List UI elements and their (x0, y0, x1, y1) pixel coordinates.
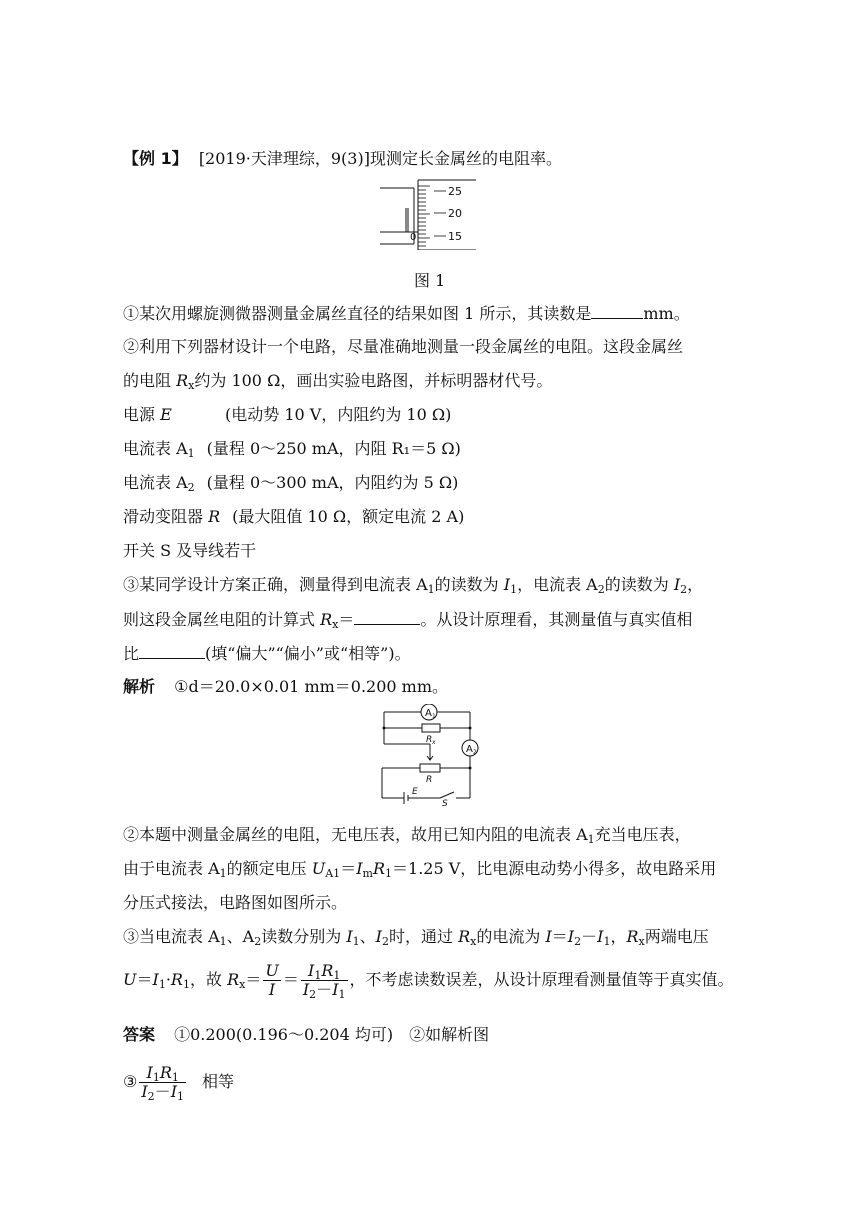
example-source: [2019·天津理综，9(3)]现测定长金属丝的电阻率。 (198, 149, 562, 168)
q3-text: ＝ (338, 610, 355, 629)
equip-spec: (量程 0～250 mA，内阻 R₁＝5 Ω) (206, 439, 461, 458)
analysis-step1: ①d＝20.0×0.01 mm＝0.200 mm。 (174, 677, 449, 696)
answer-label: 答案 (123, 1025, 156, 1044)
rx-sub: x (432, 739, 436, 746)
micrometer-figure (378, 178, 478, 250)
ammeter-a1-sub: 1 (432, 713, 436, 720)
equipment-source (123, 404, 452, 426)
example-heading (123, 148, 562, 170)
answer-text: ①0.200(0.196～0.204 均可) ②如解析图 (174, 1025, 490, 1044)
answer-line2 (123, 1064, 234, 1101)
q3-text: ，电流表 A (517, 575, 598, 594)
analysis-p2-line1: ②本题中测量金属丝的电阻，无电压表，故用已知内阻的电流表 $A_1$充当电压表， (123, 825, 691, 846)
tick-label-20: 20 (448, 207, 462, 220)
analysis-p2-line2: 由于电流表 $A_1$的额定电压 $U_{A1}=I_mR_1=1.25$ V，比电源电动势小得多，故电路采用 (123, 859, 717, 880)
question-3-line1: ③某同学设计方案正确，测量得到电流表 $A_1$的读数为 $I_1$，电流表 $A_2$的读数为 $I_2$， (123, 575, 704, 596)
equipment-rheostat (123, 506, 464, 528)
analysis-p2-line3: 分压式接法，电路图如图所示。 (123, 893, 348, 912)
answer-third-suffix: 相等 (202, 1072, 235, 1091)
equip-name: 电源 (123, 405, 161, 424)
equip-name: 电流表 A (123, 473, 188, 492)
example-label: 【例 1】 (123, 149, 188, 168)
equip-spec: (量程 0～300 mA，内阻约为 5 Ω) (206, 473, 459, 492)
analysis-p3-line2: $U=I_1\cdot R_1$，故 $R_x=$ $\frac{U}{I}$ ＝ $\frac{I_1R_1}{I_2-I_1}$ ，不考虑读数误差，从设计原理看测量值等于真实值。 (123, 961, 734, 1001)
answer-line1 (123, 1024, 489, 1046)
equip-sub: 1 (187, 447, 195, 460)
question-3-line3 (123, 642, 411, 665)
analysis-label: 解析 (123, 677, 156, 696)
figure1-caption: 图 1 (414, 271, 446, 290)
question-2-line1: ②利用下列器材设计一个电路，尽量准确地测量一段金属丝的电阻。这段金属丝 (123, 337, 684, 356)
q3-blank-2 (139, 642, 205, 659)
equip-sym: E (160, 405, 172, 424)
q3-text: 则这段金属丝电阻的计算式 (123, 610, 321, 629)
ammeter-a2-label: A (466, 744, 473, 755)
equipment-ammeter-2 (123, 472, 458, 494)
q3-text: 的读数为 (434, 575, 504, 594)
source-label: E (412, 787, 418, 797)
equip-name: 电流表 A (123, 439, 188, 458)
analysis-line1 (123, 676, 448, 698)
q1-text: ①某次用螺旋测微器测量金属丝直径的结果如图 1 所示，其读数是 (123, 304, 592, 323)
rheostat-label: R (426, 775, 433, 785)
equip-sym: R (208, 507, 221, 526)
tick-label-15: 15 (448, 230, 462, 243)
q3-blank-1 (354, 608, 420, 625)
ammeter-a2-sub: 2 (473, 749, 477, 756)
circuit-diagram (378, 704, 488, 806)
question-3-line2: 则这段金属丝电阻的计算式 $R_x=$ 。从设计原理看，其测量值与真实值相 (123, 610, 693, 631)
question-1 (123, 302, 690, 325)
analysis-conclusion: ，不考虑读数误差，从设计原理看测量值等于真实值。 (349, 970, 734, 989)
q3-text: (填“偏大”“偏小”或“相等”)。 (205, 644, 411, 663)
switch-label: S (442, 799, 448, 806)
q2-text-b: 约为 100 Ω，画出实验电路图，并标明器材代号。 (194, 371, 553, 390)
equip-name: 滑动变阻器 (123, 507, 209, 526)
switch-line: 开关 S 及导线若干 (123, 541, 257, 560)
question-2-line2: 的电阻 $R_x$约为 100 Ω，画出实验电路图，并标明器材代号。 (123, 371, 553, 392)
analysis-p3-line1: ③当电流表 $A_1$、$A_2$读数分别为 $I_1$、$I_2$时，通过 $R_x$的电流为 $I=I_2-I_1$，$R_x$两端电压 (123, 927, 709, 948)
q3-text: 比 (123, 644, 140, 663)
fraction-u-over-i: $\frac{U}{I}$ (265, 961, 279, 999)
q3-text: 。从设计原理看，其测量值与真实值相 (420, 610, 693, 629)
ammeter-a1-label: A (425, 708, 432, 719)
equip-spec: (最大阻值 10 Ω，额定电流 2 A) (232, 507, 465, 526)
equip-spec: (电动势 10 V，内阻约为 10 Ω) (225, 405, 452, 424)
q2-text-a: 的电阻 (123, 371, 177, 390)
answer-third-prefix: ③ (123, 1072, 138, 1091)
fraction-result: $\frac{I_1R_1}{I_2-I_1}$ (302, 961, 346, 1001)
q1-blank (591, 302, 643, 319)
rx-label: R (426, 735, 433, 745)
tick-label-25: 25 (448, 185, 462, 198)
q3-text: ， (687, 575, 704, 594)
q3-text: 的读数为 (604, 575, 674, 594)
equipment-ammeter-1 (123, 438, 461, 460)
equip-sub: 2 (187, 481, 195, 494)
q1-unit: mm。 (643, 304, 690, 323)
answer-fraction: $\frac{I_1R_1}{I_2-I_1}$ (141, 1063, 185, 1103)
q3-text: ③某同学设计方案正确，测量得到电流表 A (123, 575, 428, 594)
zero-label: 0 (410, 232, 417, 243)
